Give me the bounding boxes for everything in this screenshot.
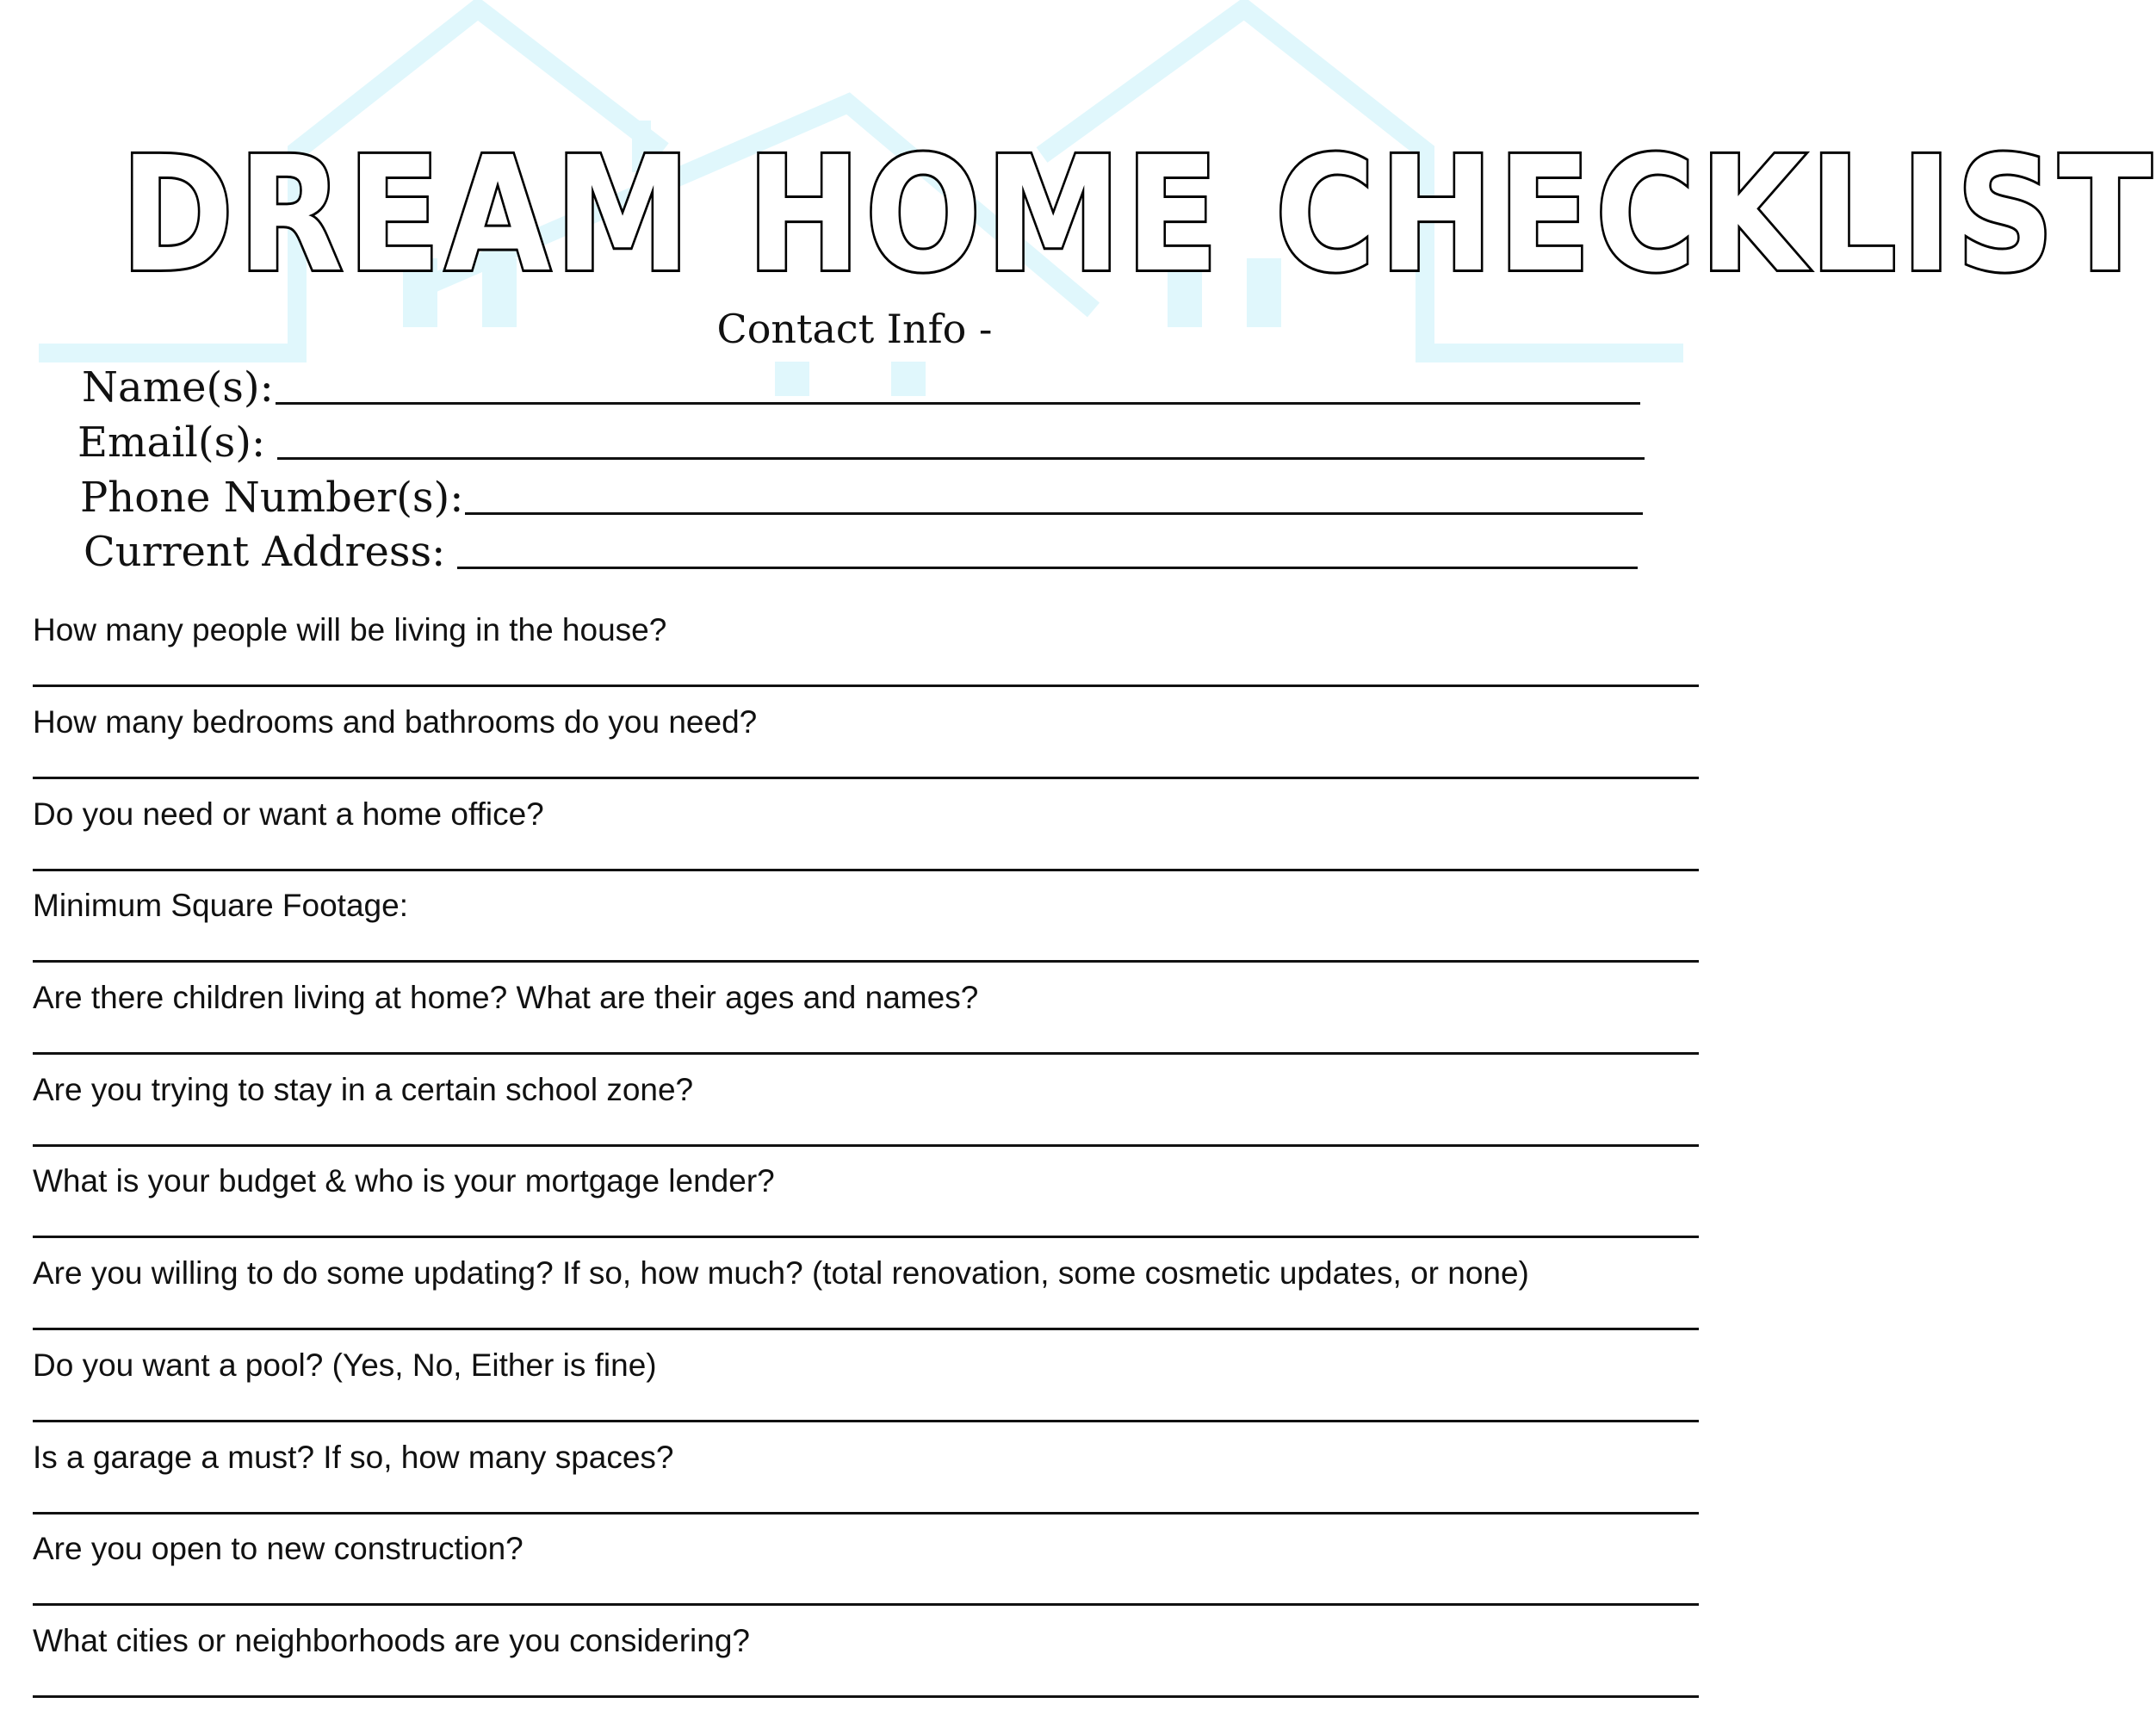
answer-line[interactable] xyxy=(33,960,1699,963)
answer-line[interactable] xyxy=(33,1052,1699,1055)
contact-row-email xyxy=(77,413,1645,468)
contact-row-name xyxy=(82,358,1640,413)
contact-row-phone xyxy=(80,468,1643,523)
question-text: Are you trying to stay in a certain school zone? xyxy=(33,1072,694,1107)
contact-row-address xyxy=(84,523,1638,578)
answer-line[interactable] xyxy=(33,1144,1699,1147)
question-text: Is a garage a must? If so, how many spaces? xyxy=(33,1440,674,1475)
question-item xyxy=(33,1620,1699,1712)
answer-line[interactable] xyxy=(33,1328,1699,1330)
question-item xyxy=(33,1069,1699,1161)
answer-line[interactable] xyxy=(33,777,1699,779)
address-label: Current Address: xyxy=(84,528,446,576)
question-text: Minimum Square Footage: xyxy=(33,888,408,923)
contact-info-heading: Contact Info - xyxy=(716,306,993,352)
answer-line[interactable] xyxy=(33,1420,1699,1422)
question-text: What is your budget & who is your mortgage lender? xyxy=(33,1163,775,1199)
question-item xyxy=(33,1160,1699,1252)
question-item xyxy=(33,1436,1699,1528)
question-text: How many bedrooms and bathrooms do you need? xyxy=(33,704,758,740)
question-text: Are you willing to do some updating? If so, how much? (total renovation, some cosmetic updates, or none) xyxy=(33,1255,1529,1291)
answer-line[interactable] xyxy=(33,1695,1699,1698)
question-text: Are there children living at home? What are their ages and names? xyxy=(33,980,979,1015)
page-title: DREAM HOME CHECKLIST xyxy=(121,123,2156,307)
email-label: Email(s): xyxy=(77,418,266,467)
question-text: Are you open to new construction? xyxy=(33,1531,524,1566)
question-item xyxy=(33,976,1699,1069)
answer-line[interactable] xyxy=(33,1512,1699,1514)
question-item xyxy=(33,1344,1699,1436)
answer-line[interactable] xyxy=(33,1603,1699,1606)
question-item xyxy=(33,1527,1699,1620)
question-text: How many people will be living in the house? xyxy=(33,612,667,647)
phone-label: Phone Number(s): xyxy=(80,474,464,522)
question-text: Do you need or want a home office? xyxy=(33,796,544,832)
answer-line[interactable] xyxy=(33,684,1699,687)
question-item xyxy=(33,701,1699,793)
phone-field-line[interactable] xyxy=(465,512,1643,515)
question-item xyxy=(33,793,1699,885)
name-label: Name(s): xyxy=(82,363,274,412)
question-text: What cities or neighborhoods are you considering? xyxy=(33,1623,750,1658)
question-item xyxy=(33,609,1699,701)
question-item xyxy=(33,884,1699,976)
name-field-line[interactable] xyxy=(276,402,1640,405)
answer-line[interactable] xyxy=(33,1236,1699,1238)
email-field-line[interactable] xyxy=(277,457,1645,460)
question-item xyxy=(33,1252,1699,1344)
address-field-line[interactable] xyxy=(457,567,1638,569)
answer-line[interactable] xyxy=(33,869,1699,871)
question-text: Do you want a pool? (Yes, No, Either is fine) xyxy=(33,1347,657,1383)
